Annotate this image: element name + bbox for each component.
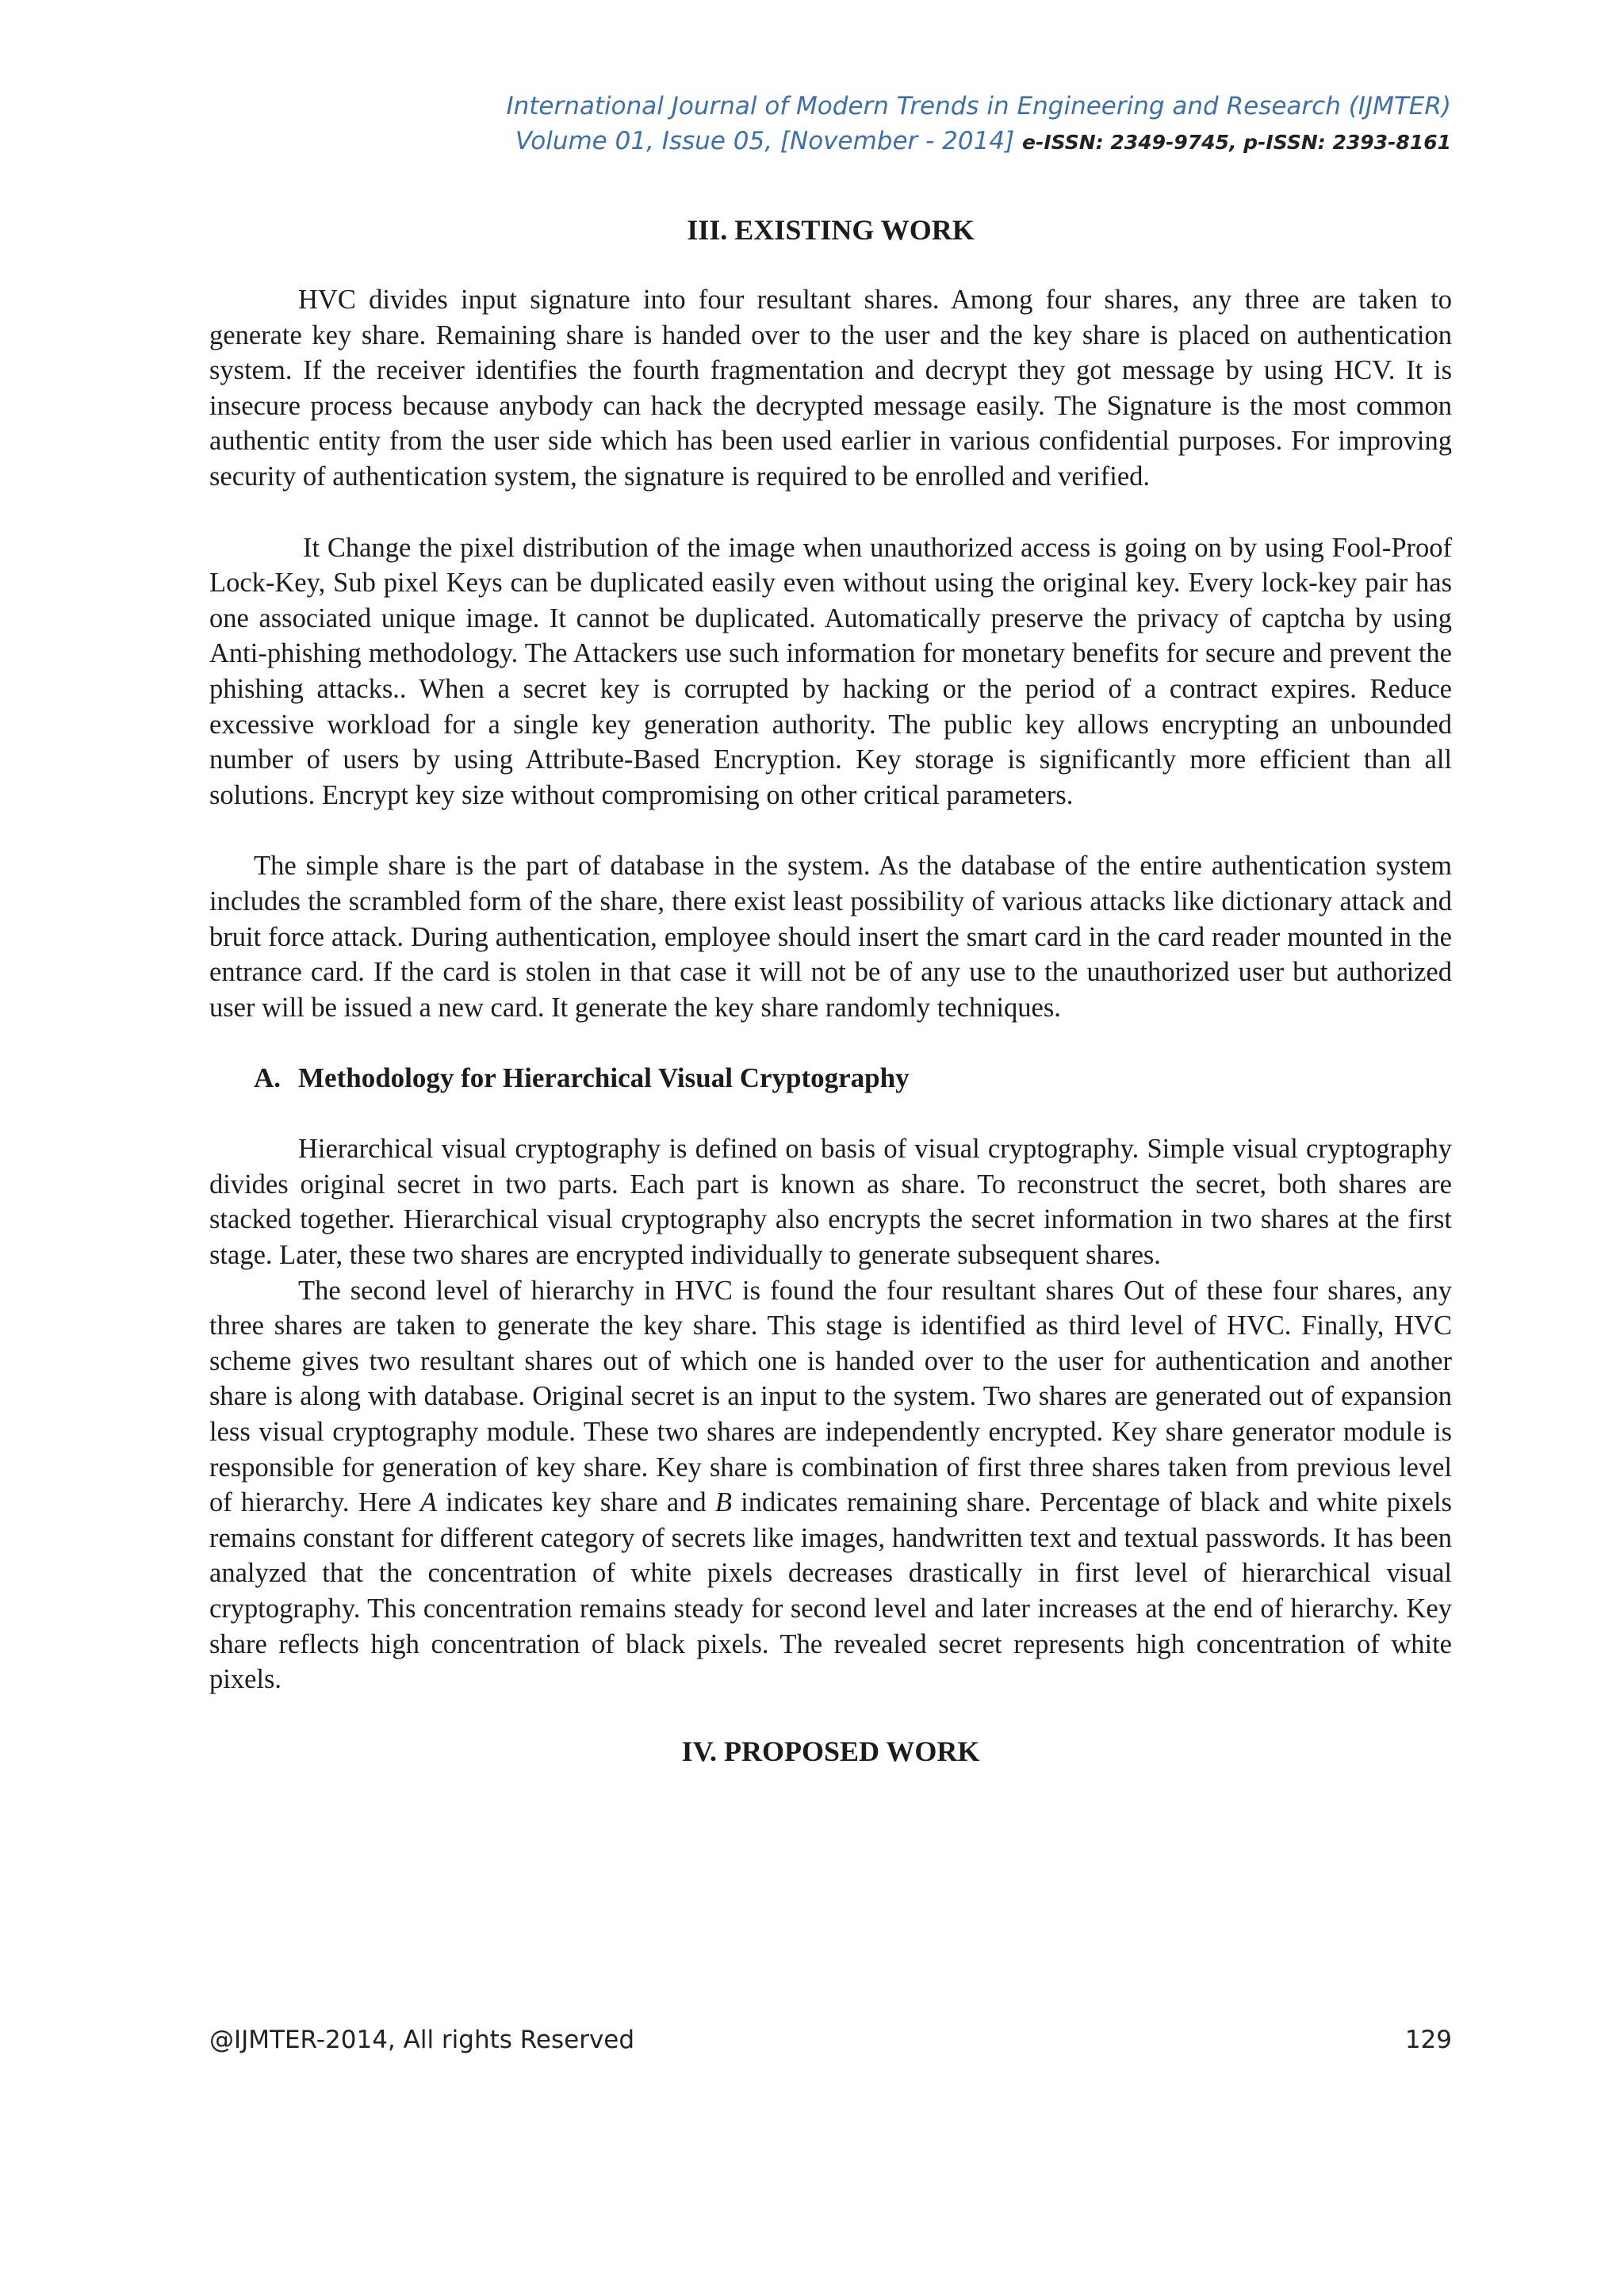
- section-heading-proposed-work: IV. PROPOSED WORK: [681, 1735, 980, 1767]
- subsection-letter: A.: [254, 1062, 282, 1094]
- section-heading-existing-work: III. EXISTING WORK: [687, 214, 975, 246]
- variable-b: B: [714, 1487, 732, 1518]
- paragraph-methodology-2-part2: indicates key share and: [436, 1487, 715, 1518]
- paragraph-methodology-1: Hierarchical visual cryptography is defined on basis of visual cryptography. Simple visual cryptography divides original secret in two parts. Each part is known as share. To reconstruct the secret, both shares are stacked together. Hierarchical visual cryptography also encrypts the secret information in two shares at the first stage. Later, these two shares are encrypted individually to generate subsequent shares.: [209, 1134, 1452, 1271]
- journal-volume-line: [103, 124, 1451, 160]
- journal-title: International Journal of Modern Trends in Engineering and Research (IJMTER): [506, 92, 1451, 121]
- paragraph-existing-work-2: It Change the pixel distribution of the image when unauthorized access is going on by using Fool-Proof Lock-Key, Sub pixel Keys can be duplicated easily even without using the original key. Every lock-key pair has one associated unique image. It cannot be duplicated. Automatically preserve the privacy of captcha by using Anti-phishing methodology. The Attackers use such information for monetary benefits for secure and prevent the phishing attacks.. When a secret key is corrupted by hacking or the period of a contract expires. Reduce excessive workload for a single key generation authority. The public key allows encrypting an unbounded number of users by using Attribute-Based Encryption. Key storage is significantly more efficient than all solutions. Encrypt key size without compromising on other critical parameters.: [209, 532, 1452, 810]
- footer-copyright: @IJMTER-2014, All rights Reserved: [209, 2026, 635, 2054]
- main-content: [209, 212, 1452, 1769]
- page-footer: [209, 2024, 1452, 2056]
- variable-a: A: [419, 1487, 437, 1518]
- subsection-title: Methodology for Hierarchical Visual Cryptography: [298, 1062, 910, 1094]
- journal-volume: Volume 01, Issue 05, [November - 2014]: [515, 127, 1015, 155]
- journal-issn: e-ISSN: 2349-9745, p-ISSN: 2393-8161: [1022, 131, 1451, 154]
- paragraph-existing-work-3: The simple share is the part of database in the system. As the database of the entire authentication system includes the scrambled form of the share, there exist least possibility of various attacks like dictionary attack and bruit force attack. During authentication, employee should insert the smart card in the card reader mounted in the entrance card. If the card is stolen in that case it will not be of any use to the unauthorized user but authorized user will be issued a new card. It generate the key share randomly techniques.: [209, 851, 1452, 1023]
- journal-header: [103, 89, 1451, 160]
- paragraph-methodology-2-part1: The second level of hierarchy in HVC is found the four resultant shares Out of these four shares, any three shares are taken to generate the key share. This stage is identified as third level of HVC. Finally, HVC scheme gives two resultant shares out of which one is handed over to the user for authentication and another share is along with database. Original secret is an input to the system. Two shares are generated out of expansion less visual cryptography module. These two shares are independently encrypted. Key share generator module is responsible for generation of key share. Key share is combination of first three shares taken from previous level of hierarchy. Here: [209, 1275, 1452, 1518]
- paragraph-methodology-2-part3: indicates remaining share. Percentage of black and white pixels remains constant for different category of secrets like images, handwritten text and textual passwords. It has been analyzed that the concentration of white pixels decreases drastically in first level of hierarchical visual cryptography. This concentration remains steady for second level and later increases at the end of hierarchy. Key share reflects high concentration of black pixels. The revealed secret represents high concentration of white pixels.: [209, 1487, 1452, 1695]
- paragraph-methodology-2: [209, 1273, 1452, 1697]
- page-number: 129: [1404, 2026, 1452, 2054]
- paragraph-existing-work-1: HVC divides input signature into four resultant shares. Among four shares, any three are taken to generate key share. Remaining share is handed over to the user and the key share is placed on authentication system. If the receiver identifies the fourth fragmentation and decrypt they got message by using HCV. It is insecure process because anybody can hack the decrypted message easily. The Signature is the most common authentic entity from the user side which has been used earlier in various confidential purposes. For improving security of authentication system, the signature is required to be enrolled and verified.: [209, 285, 1452, 492]
- subsection-heading-methodology: [209, 1061, 1452, 1096]
